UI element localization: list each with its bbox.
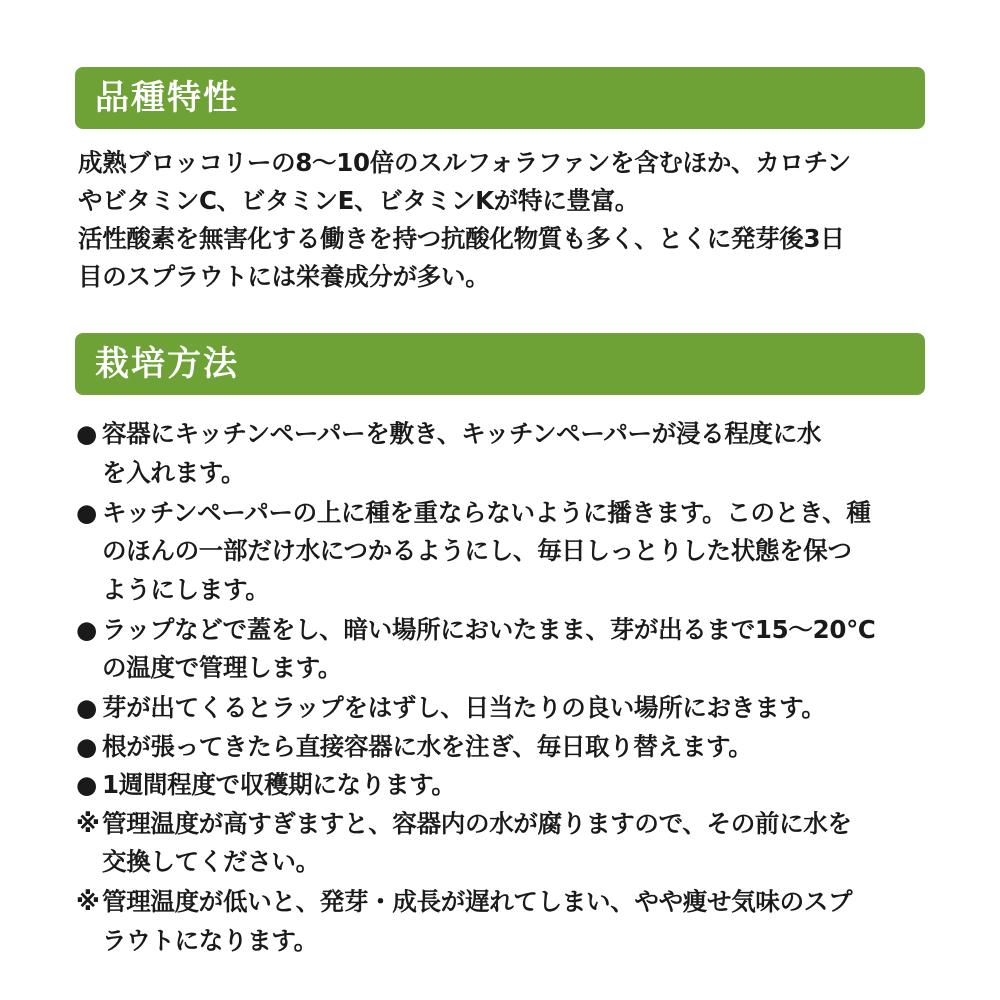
list-item [76, 415, 946, 492]
cultivation-title: 栽培方法 [95, 344, 239, 384]
list-item-line: 管理温度が高すぎますと、容器内の水が腐りますので、その前に水を [102, 808, 852, 838]
bullet-icon: ● [76, 614, 98, 644]
traits-line: 活性酸素を無害化する働きを持つ抗酸化物質も多く、とくに発芽後3日 [78, 224, 845, 253]
list-item [76, 494, 946, 610]
list-item-line: キッチンペーパーの上に種を重ならないように播きます。このとき、種 [102, 497, 871, 527]
list-item-line: を入れます。 [102, 457, 246, 487]
bullet-icon: ● [76, 693, 98, 722]
bullet-icon: ● [76, 731, 98, 761]
list-item-line: 芽が出てくるとラップをはずし、日当たりの良い場所におきます。 [102, 693, 826, 722]
list-item-line: 容器にキッチンペーパーを敷き、キッチンペーパーが浸る程度に水 [102, 419, 822, 448]
note-item [76, 883, 946, 960]
list-item [76, 728, 946, 767]
traits-line: やビタミンC、ビタミンE、ビタミンKが特に豊富。 [78, 186, 639, 215]
traits-title: 品種特性 [95, 78, 239, 118]
list-item-line: ようにします。 [102, 574, 270, 604]
note-mark-icon: ※ [76, 887, 100, 916]
list-item-line: 1週間程度で収穫期になります。 [102, 770, 456, 799]
list-item-line: 管理温度が低いと、発芽・成長が遅れてしまい、やや痩せ気味のスプ [102, 887, 853, 916]
bullet-icon: ● [76, 770, 98, 799]
note-item [76, 805, 946, 882]
note-mark-icon: ※ [76, 808, 100, 838]
list-item-line: 根が張ってきたら直接容器に水を注ぎ、毎日取り替えます。 [102, 731, 753, 761]
cultivation-list [76, 415, 946, 960]
list-item-line: ラウトになります。 [102, 925, 318, 955]
traits-line: 目のスプラウトには栄養成分が多い。 [78, 262, 490, 291]
traits-line: 成熟ブロッコリーの8〜10倍のスルフォラファンを含むほか、カロチン [78, 148, 851, 177]
traits-header [75, 67, 925, 129]
cultivation-header [75, 333, 925, 395]
bullet-icon: ● [76, 497, 98, 527]
traits-text [78, 144, 938, 296]
list-item-line: ラップなどで蓋をし、暗い場所においたまま、芽が出るまで15〜20℃ [102, 614, 876, 644]
list-item-line: のほんの一部だけ水につかるようにし、毎日しっとりした状態を保つ [102, 536, 852, 565]
list-item-line: 交換してください。 [102, 847, 320, 876]
list-item [76, 766, 946, 805]
bullet-icon: ● [76, 419, 98, 448]
list-item [76, 611, 946, 688]
list-item-line: の温度で管理します。 [102, 653, 343, 682]
list-item [76, 689, 946, 728]
